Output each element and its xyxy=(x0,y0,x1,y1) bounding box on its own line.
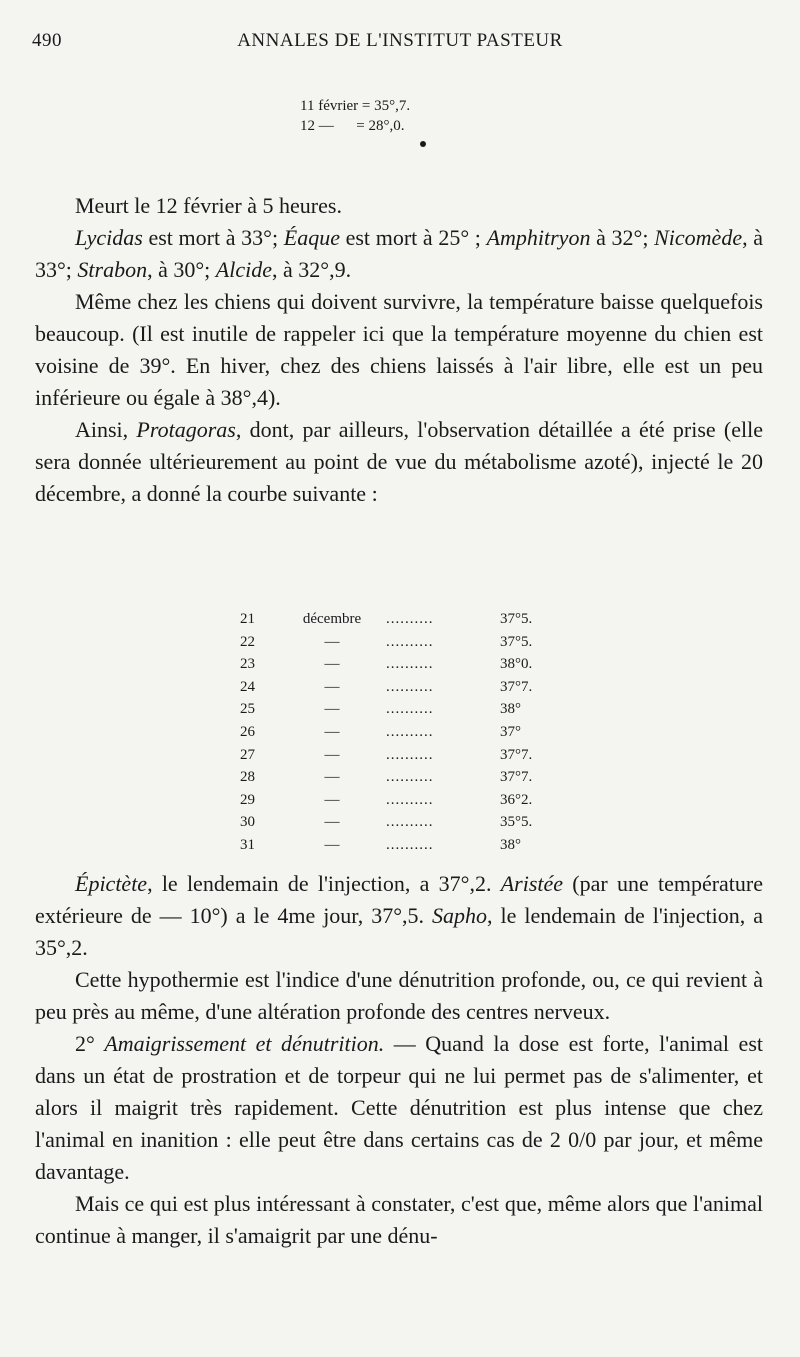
paragraph: 2° Amaigrissement et dénutrition. — Quand la dose est forte, l'animal est dans un état de prostration et de torpeur qui ne lui permet pas de s'alimenter, et alors il maigrit très rapidement. Cette dénutrition est plus intense que chez l'animal en inanition : elle peut être dans certains cas de 2 0/0 par jour, et même davantage. xyxy=(35,1031,763,1184)
summary-row: 12 — = 28°,0. xyxy=(300,118,405,134)
paragraph: Mais ce qui est plus intéressant à constater, c'est que, même alors que l'animal continue à manger, il s'amaigrit par une dénu- xyxy=(35,1191,763,1248)
separator-dot xyxy=(420,141,426,147)
table-row: 21 décembre .......... 37°5. xyxy=(240,611,533,627)
table-row: 25 — .......... 38° xyxy=(240,701,521,718)
paragraph: Meurt le 12 février à 5 heures. xyxy=(75,193,342,218)
running-header xyxy=(32,30,768,60)
table-row: 22 — .......... 37°5. xyxy=(240,633,533,650)
paragraph: Même chez les chiens qui doivent survivre, la température baisse quelquefois beaucoup. (Il est inutile de rappeler ici que la température moyenne du chien est voisine de 39°. En hiver, chez des chiens laissés à l'air libre, elle est un peu inférieure ou égale à 38°,4). xyxy=(35,289,763,410)
table-row: 30 — .......... 35°5. xyxy=(240,814,533,831)
temperature-summary xyxy=(300,96,410,136)
paragraph: Lycidas est mort à 33°; Éaque est mort à 25° ; Amphitryon à 32°; Nicomède, à 33°; Strabon, à 30°; Alcide, à 32°,9. xyxy=(35,225,763,282)
summary-row: 11 février = 35°,7. xyxy=(300,98,411,114)
table-row: 28 — .......... 37°7. xyxy=(240,769,533,786)
page-number: 490 xyxy=(32,30,62,51)
table-row: 29 — .......... 36°2. xyxy=(240,791,533,808)
paragraph: Ainsi, Protagoras, dont, par ailleurs, l'observation détaillée a été prise (elle sera donnée ultérieurement au point de vue du métabolisme azoté), injecté le 20 décembre, a donné la courbe suivante : xyxy=(35,417,763,506)
table-row: 27 — .......... 37°7. xyxy=(240,746,533,763)
table-row: 24 — .......... 37°7. xyxy=(240,678,533,695)
table-row: 26 — .......... 37° xyxy=(240,723,521,740)
paragraph: Cette hypothermie est l'indice d'une dénutrition profonde, ou, ce qui revient à peu près au même, d'une altération profonde des centres nerveux. xyxy=(35,967,763,1024)
table-row: 23 — .......... 38°0. xyxy=(240,656,533,673)
paragraph: Épictète, le lendemain de l'injection, a 37°,2. Aristée (par une température extérieure de — 10°) a le 4me jour, 37°,5. Sapho, le lendemain de l'injection, a 35°,2. xyxy=(35,871,764,960)
table-row: 31 — .......... 38° xyxy=(240,836,521,853)
temperature-table xyxy=(240,608,580,857)
text-block-bottom xyxy=(35,868,763,1252)
text-block-top xyxy=(35,190,763,510)
journal-title: ANNALES DE L'INSTITUT PASTEUR xyxy=(237,30,563,51)
